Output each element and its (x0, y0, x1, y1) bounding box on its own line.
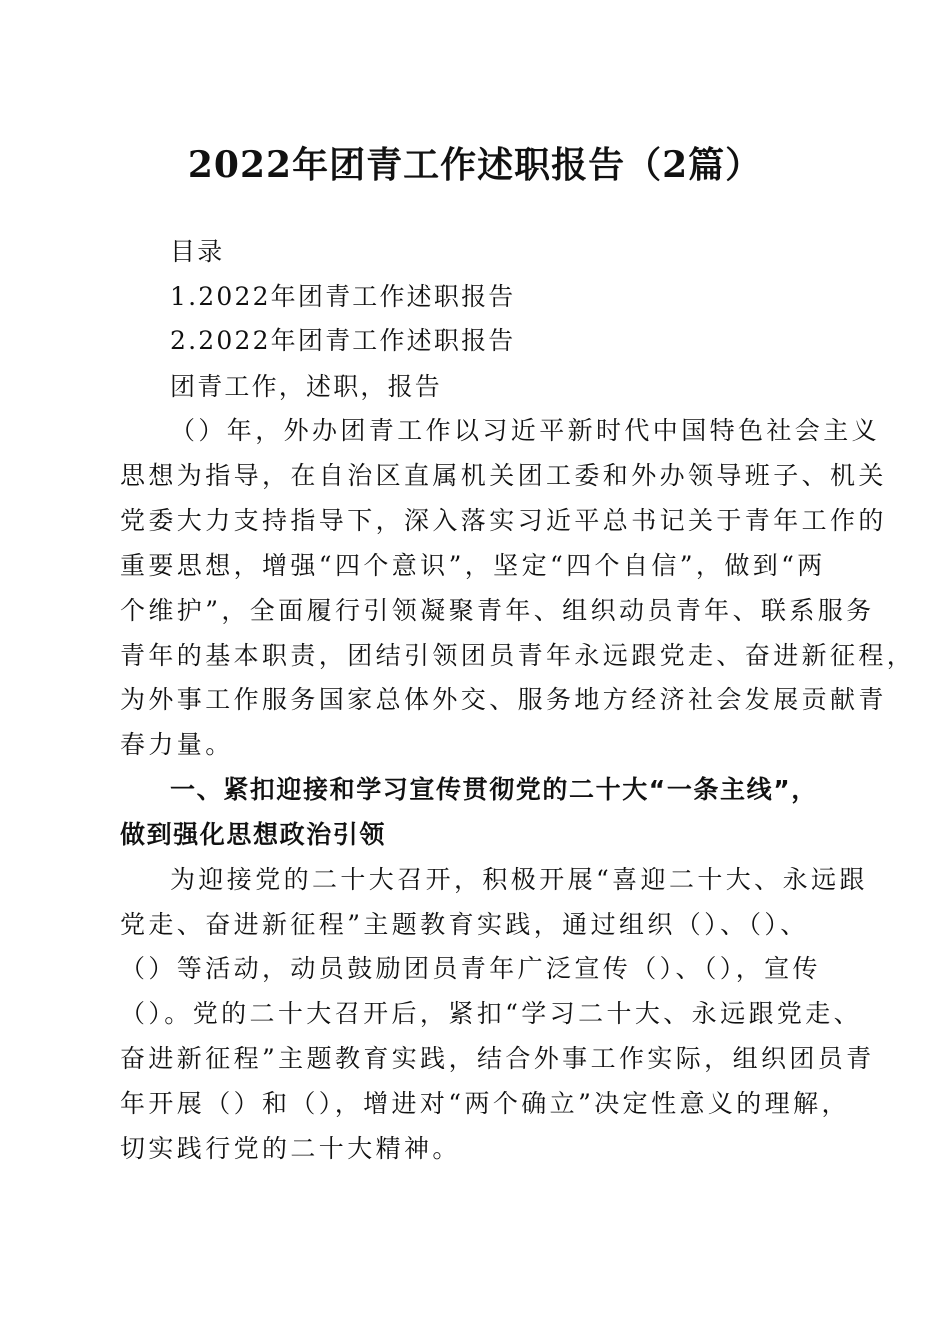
section-body-line: 年开展（）和（），增进对“两个确立”决定性意义的理解， (120, 1089, 850, 1118)
intro-line: 思想为指导，在自治区直属机关团工委和外办领导班子、机关 (120, 461, 887, 490)
toc-item-1: 1.2022年团青工作述职报告 (170, 282, 516, 311)
section-body-line: （）。党的二十大召开后，紧扣“学习二十大、永远跟党走、 (120, 999, 863, 1028)
intro-line: （）年，外办团青工作以习近平新时代中国特色社会主义 (170, 416, 881, 445)
intro-line: 为外事工作服务国家总体外交、服务地方经济社会发展贡献青 (120, 685, 887, 714)
document-title: 2022年团青工作述职报告（2篇） (187, 144, 763, 186)
intro-line: 党委大力支持指导下，深入落实习近平总书记关于青年工作的 (120, 506, 887, 535)
section-body-line: 为迎接党的二十大召开，积极开展“喜迎二十大、永远跟 (170, 865, 868, 894)
section-heading: 一、紧扣迎接和学习宣传贯彻党的二十大“一条主线”， (170, 775, 818, 804)
toc-item-2: 2.2022年团青工作述职报告 (170, 326, 516, 355)
section-body-line: 切实践行党的二十大精神。 (120, 1134, 461, 1163)
keywords: 团青工作，述职，报告 (170, 372, 443, 401)
intro-line: 重要思想，增强“四个意识”，坚定“四个自信”，做到“两 (120, 551, 826, 580)
section-body-line: （）等活动，动员鼓励团员青年广泛宣传（）、（），宣传 (120, 954, 821, 983)
section-body-line: 党走、奋进新征程”主题教育实践，通过组织（）、（）、 (120, 910, 809, 939)
section-body-line: 奋进新征程”主题教育实践，结合外事工作实际，组织团员青 (120, 1044, 875, 1073)
intro-line: 春力量。 (120, 730, 234, 759)
intro-line: 青年的基本职责，团结引领团员青年永远跟党走、奋进新征程， (120, 641, 916, 670)
section-heading: 做到强化思想政治引领 (120, 820, 387, 849)
intro-line: 个维护”，全面履行引领凝聚青年、组织动员青年、联系服务 (120, 596, 875, 625)
toc-label: 目录 (170, 237, 225, 266)
